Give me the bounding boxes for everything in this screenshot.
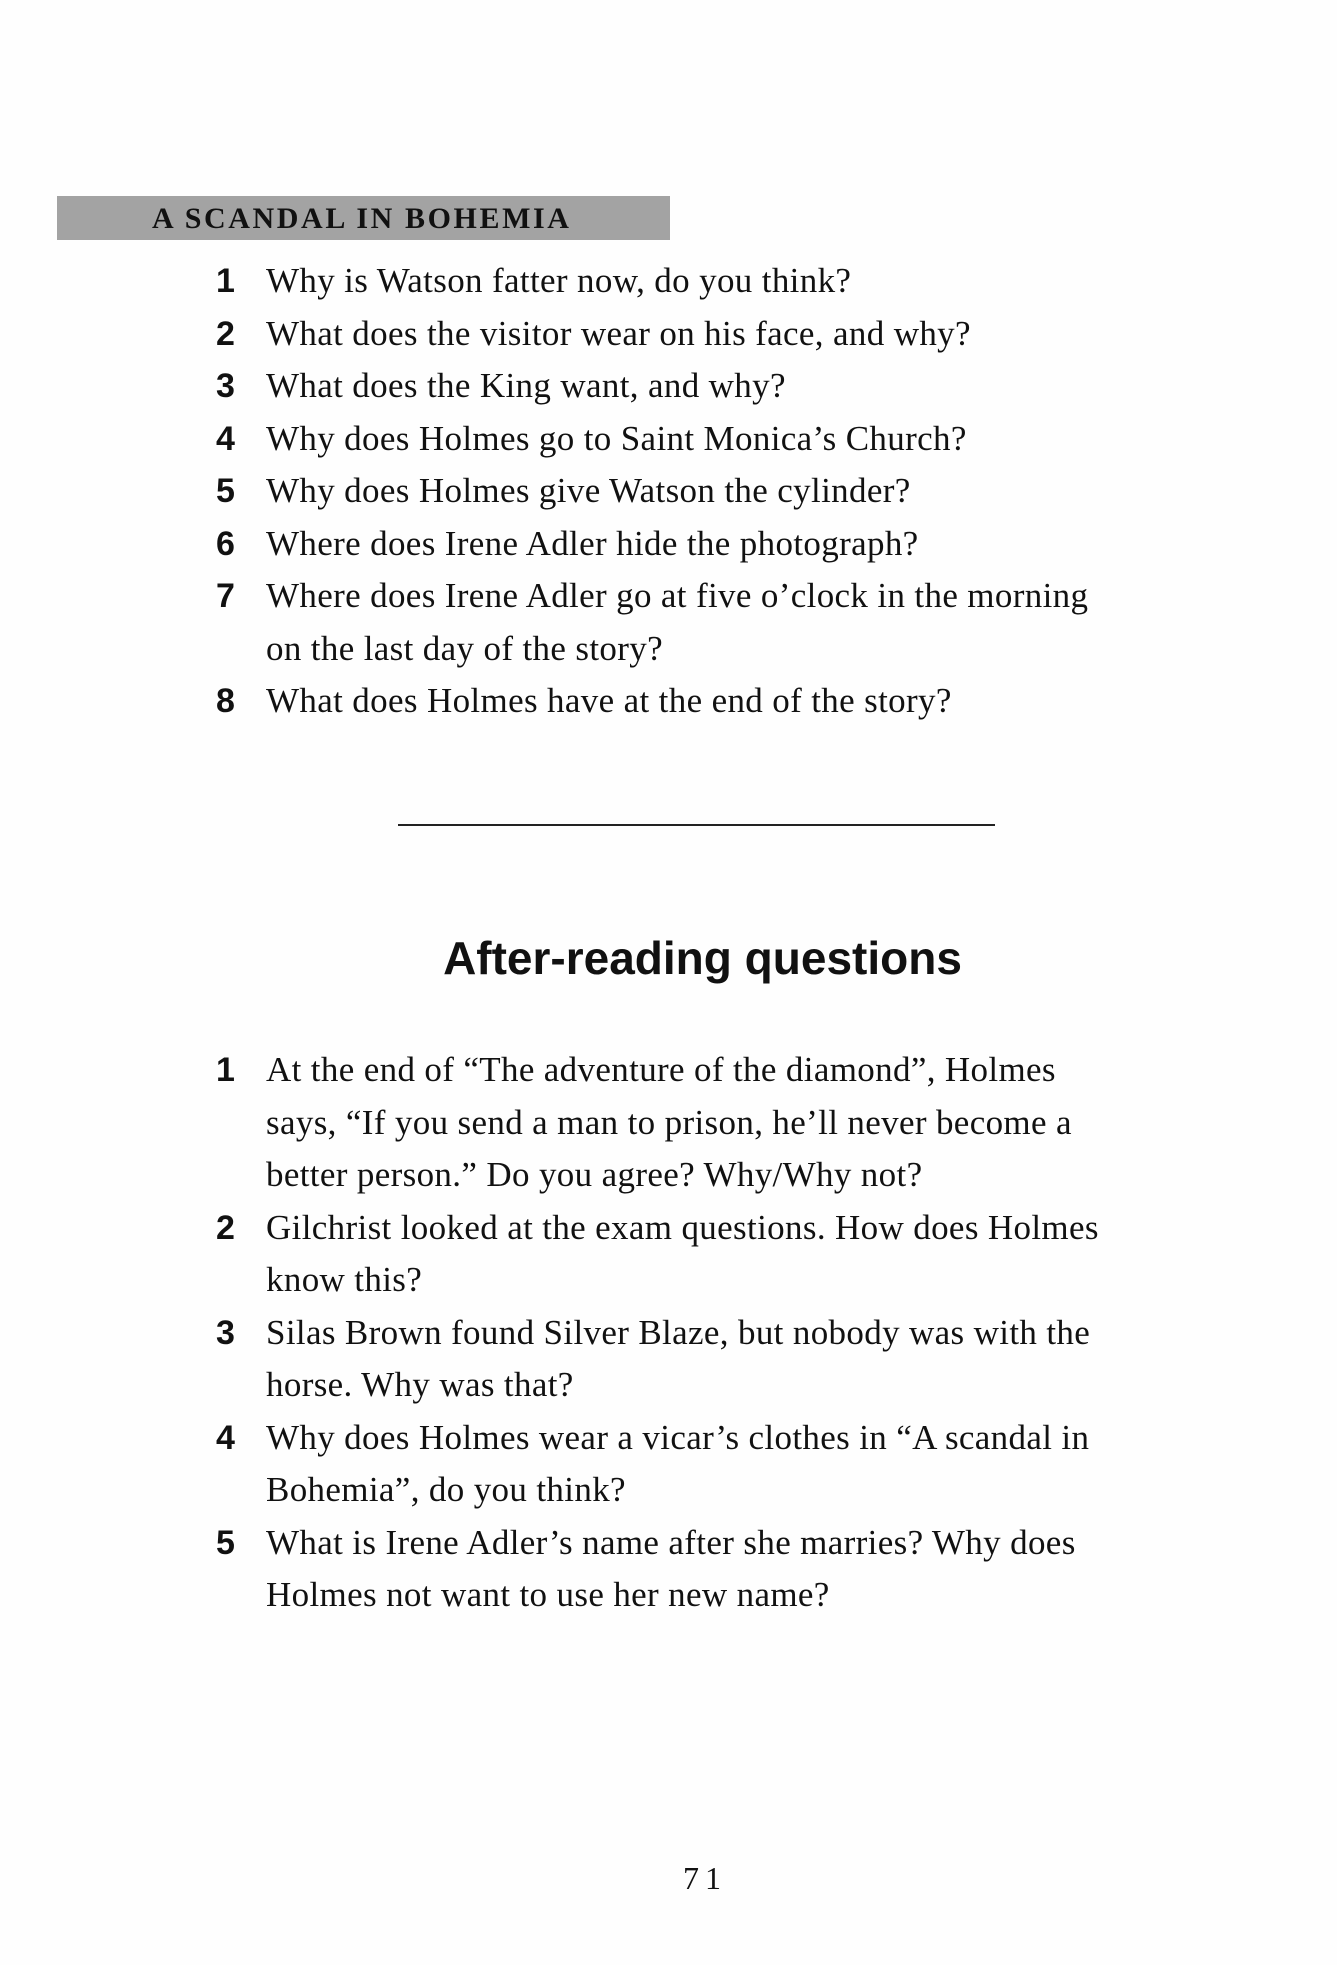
question-number: 5 [216, 1523, 235, 1562]
question-text: Why is Watson fatter now, do you think? [266, 261, 852, 300]
question-number: 4 [216, 1418, 235, 1457]
question-number: 1 [216, 262, 235, 300]
question-text: What does Holmes have at the end of the story? [266, 681, 952, 720]
question-number: 6 [216, 524, 235, 563]
question-text: better person.” Do you agree? Why/Why not? [266, 1155, 923, 1194]
page-number: 71 [683, 1860, 727, 1896]
after-reading-heading: After-reading questions [443, 932, 962, 984]
question-text: Where does Irene Adler go at five o’clock in the morning [266, 576, 1089, 615]
question-text: Why does Holmes go to Saint Monica’s Church? [266, 418, 967, 458]
question-text: At the end of “The adventure of the diamond”, Holmes [266, 1050, 1056, 1089]
question-number: 2 [216, 314, 235, 353]
question-number: 1 [216, 1051, 235, 1089]
question-number: 7 [216, 577, 235, 615]
question-text: says, “If you send a man to prison, he’ll never become a [266, 1102, 1072, 1142]
question-text: What is Irene Adler’s name after she marries? Why does [266, 1522, 1076, 1562]
question-text: Where does Irene Adler hide the photograph? [266, 523, 919, 563]
section-title: A SCANDAL IN BOHEMIA [152, 202, 572, 235]
question-number: 3 [216, 1313, 235, 1352]
question-number: 5 [216, 472, 235, 510]
question-text: Gilchrist looked at the exam questions. How does Holmes [266, 1207, 1099, 1247]
question-text: Bohemia”, do you think? [266, 1470, 626, 1509]
question-text: horse. Why was that? [266, 1365, 574, 1404]
question-number: 2 [216, 1208, 235, 1247]
question-text: Why does Holmes give Watson the cylinder? [266, 471, 911, 510]
question-text: Silas Brown found Silver Blaze, but nobody was with the [266, 1312, 1091, 1352]
question-number: 8 [216, 682, 235, 720]
question-text: on the last day of the story? [266, 628, 663, 668]
question-text: Holmes not want to use her new name? [266, 1575, 830, 1614]
question-text: What does the visitor wear on his face, and why? [266, 313, 971, 353]
question-text: What does the King want, and why? [266, 366, 786, 405]
question-text: Why does Holmes wear a vicar’s clothes in “A scandal in [266, 1417, 1090, 1457]
question-number: 4 [216, 419, 235, 458]
section-divider [398, 824, 995, 826]
question-text: know this? [266, 1260, 423, 1299]
question-number: 3 [216, 367, 235, 405]
